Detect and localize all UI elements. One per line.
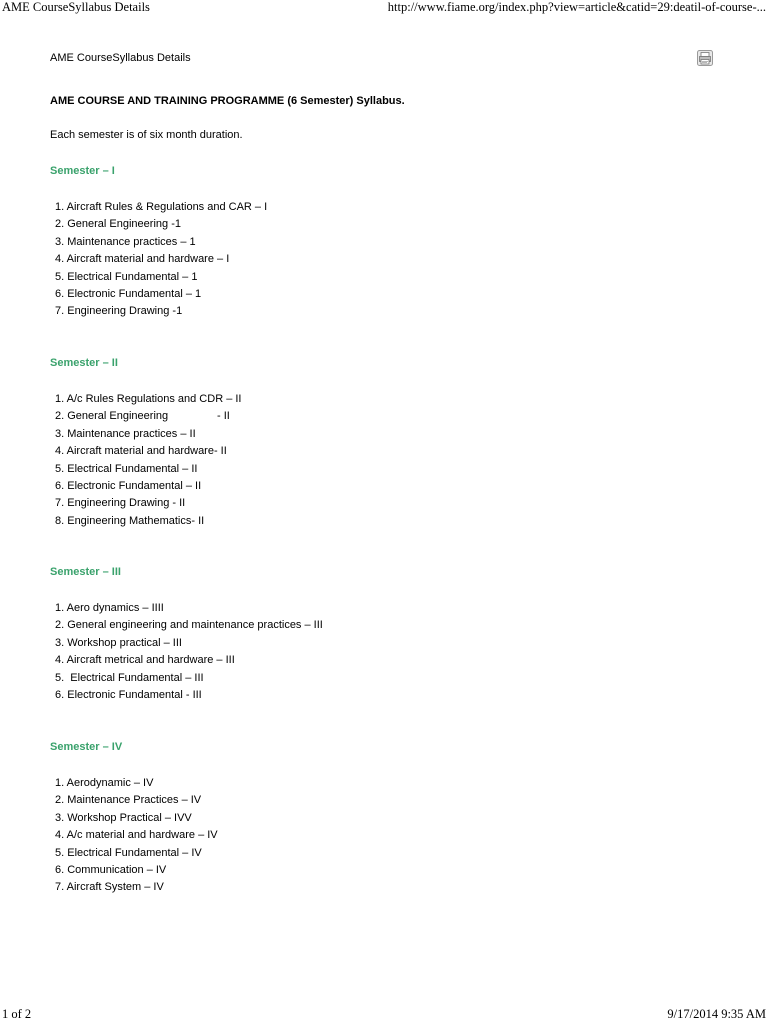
- list-item: 3. Workshop Practical – IVV: [55, 811, 192, 824]
- list-item: 3. Workshop practical – III: [55, 636, 182, 649]
- list-item: 6. Electronic Fundamental - III: [55, 689, 202, 702]
- list-item: 2. General Engineering - II: [55, 410, 230, 423]
- print-datetime: 9/17/2014 9:35 AM: [667, 1007, 766, 1021]
- list-item: 3. Maintenance practices – II: [55, 427, 196, 440]
- list-item: 1. Aerodynamic – IV: [55, 777, 154, 789]
- list-item: 2. General Engineering -1: [55, 218, 181, 231]
- print-icon[interactable]: [697, 50, 713, 66]
- list-item: 2. Maintenance Practices – IV: [55, 794, 202, 807]
- print-header: [0, 0, 768, 16]
- subject-list: [50, 199, 650, 321]
- list-item: 4. Aircraft material and hardware – I: [55, 253, 230, 266]
- semester-title: Semester – II: [50, 357, 118, 369]
- list-item: 2. General engineering and maintenance practices – III: [55, 619, 323, 632]
- print-header-url: http://www.fiame.org/index.php?view=article&catid=29:deatil-of-course-...: [387, 0, 766, 14]
- list-item: 1. Aero dynamics – IIII: [55, 602, 164, 614]
- semester-title: Semester – I: [50, 165, 115, 177]
- page-number: 1 of 2: [2, 1007, 32, 1021]
- semester-4-section: [50, 740, 650, 897]
- subject-list: [50, 391, 650, 530]
- list-item: 6. Communication – IV: [55, 864, 167, 877]
- list-item: 6. Electronic Fundamental – 1: [55, 288, 202, 301]
- print-header-title: AME CourseSyllabus Details: [2, 0, 150, 14]
- list-item: 5. Electrical Fundamental – III: [55, 671, 204, 684]
- list-item: 5. Electrical Fundamental – IV: [55, 846, 202, 859]
- list-item: 1. Aircraft Rules & Regulations and CAR – I: [55, 201, 268, 213]
- semester-1-section: [50, 164, 650, 321]
- subject-list: [50, 600, 650, 704]
- syllabus-heading: AME COURSE AND TRAINING PROGRAMME (6 Semester) Syllabus.: [50, 95, 405, 107]
- list-item: 6. Electronic Fundamental – II: [55, 480, 202, 493]
- list-item: 7. Engineering Drawing - II: [55, 497, 186, 510]
- semester-2-section: [50, 356, 650, 530]
- list-item: 4. A/c material and hardware – IV: [55, 829, 218, 842]
- subject-list: [50, 775, 650, 897]
- semester-title: Semester – III: [50, 566, 121, 578]
- intro-text: Each semester is of six month duration.: [50, 129, 243, 141]
- list-item: 7. Aircraft System – IV: [55, 881, 164, 894]
- semester-3-section: [50, 565, 650, 704]
- semester-title: Semester – IV: [50, 741, 123, 753]
- print-footer: [0, 1008, 768, 1024]
- list-item: 4. Aircraft metrical and hardware – III: [55, 654, 235, 667]
- article-title: AME CourseSyllabus Details: [50, 52, 191, 64]
- list-item: 3. Maintenance practices – 1: [55, 235, 196, 248]
- list-item: 5. Electrical Fundamental – 1: [55, 270, 198, 283]
- list-item: 5. Electrical Fundamental – II: [55, 462, 198, 475]
- list-item: 1. A/c Rules Regulations and CDR – II: [55, 393, 242, 405]
- list-item: 8. Engineering Mathematics- II: [55, 514, 205, 527]
- list-item: 7. Engineering Drawing -1: [55, 305, 183, 318]
- list-item: 4. Aircraft material and hardware- II: [55, 445, 227, 458]
